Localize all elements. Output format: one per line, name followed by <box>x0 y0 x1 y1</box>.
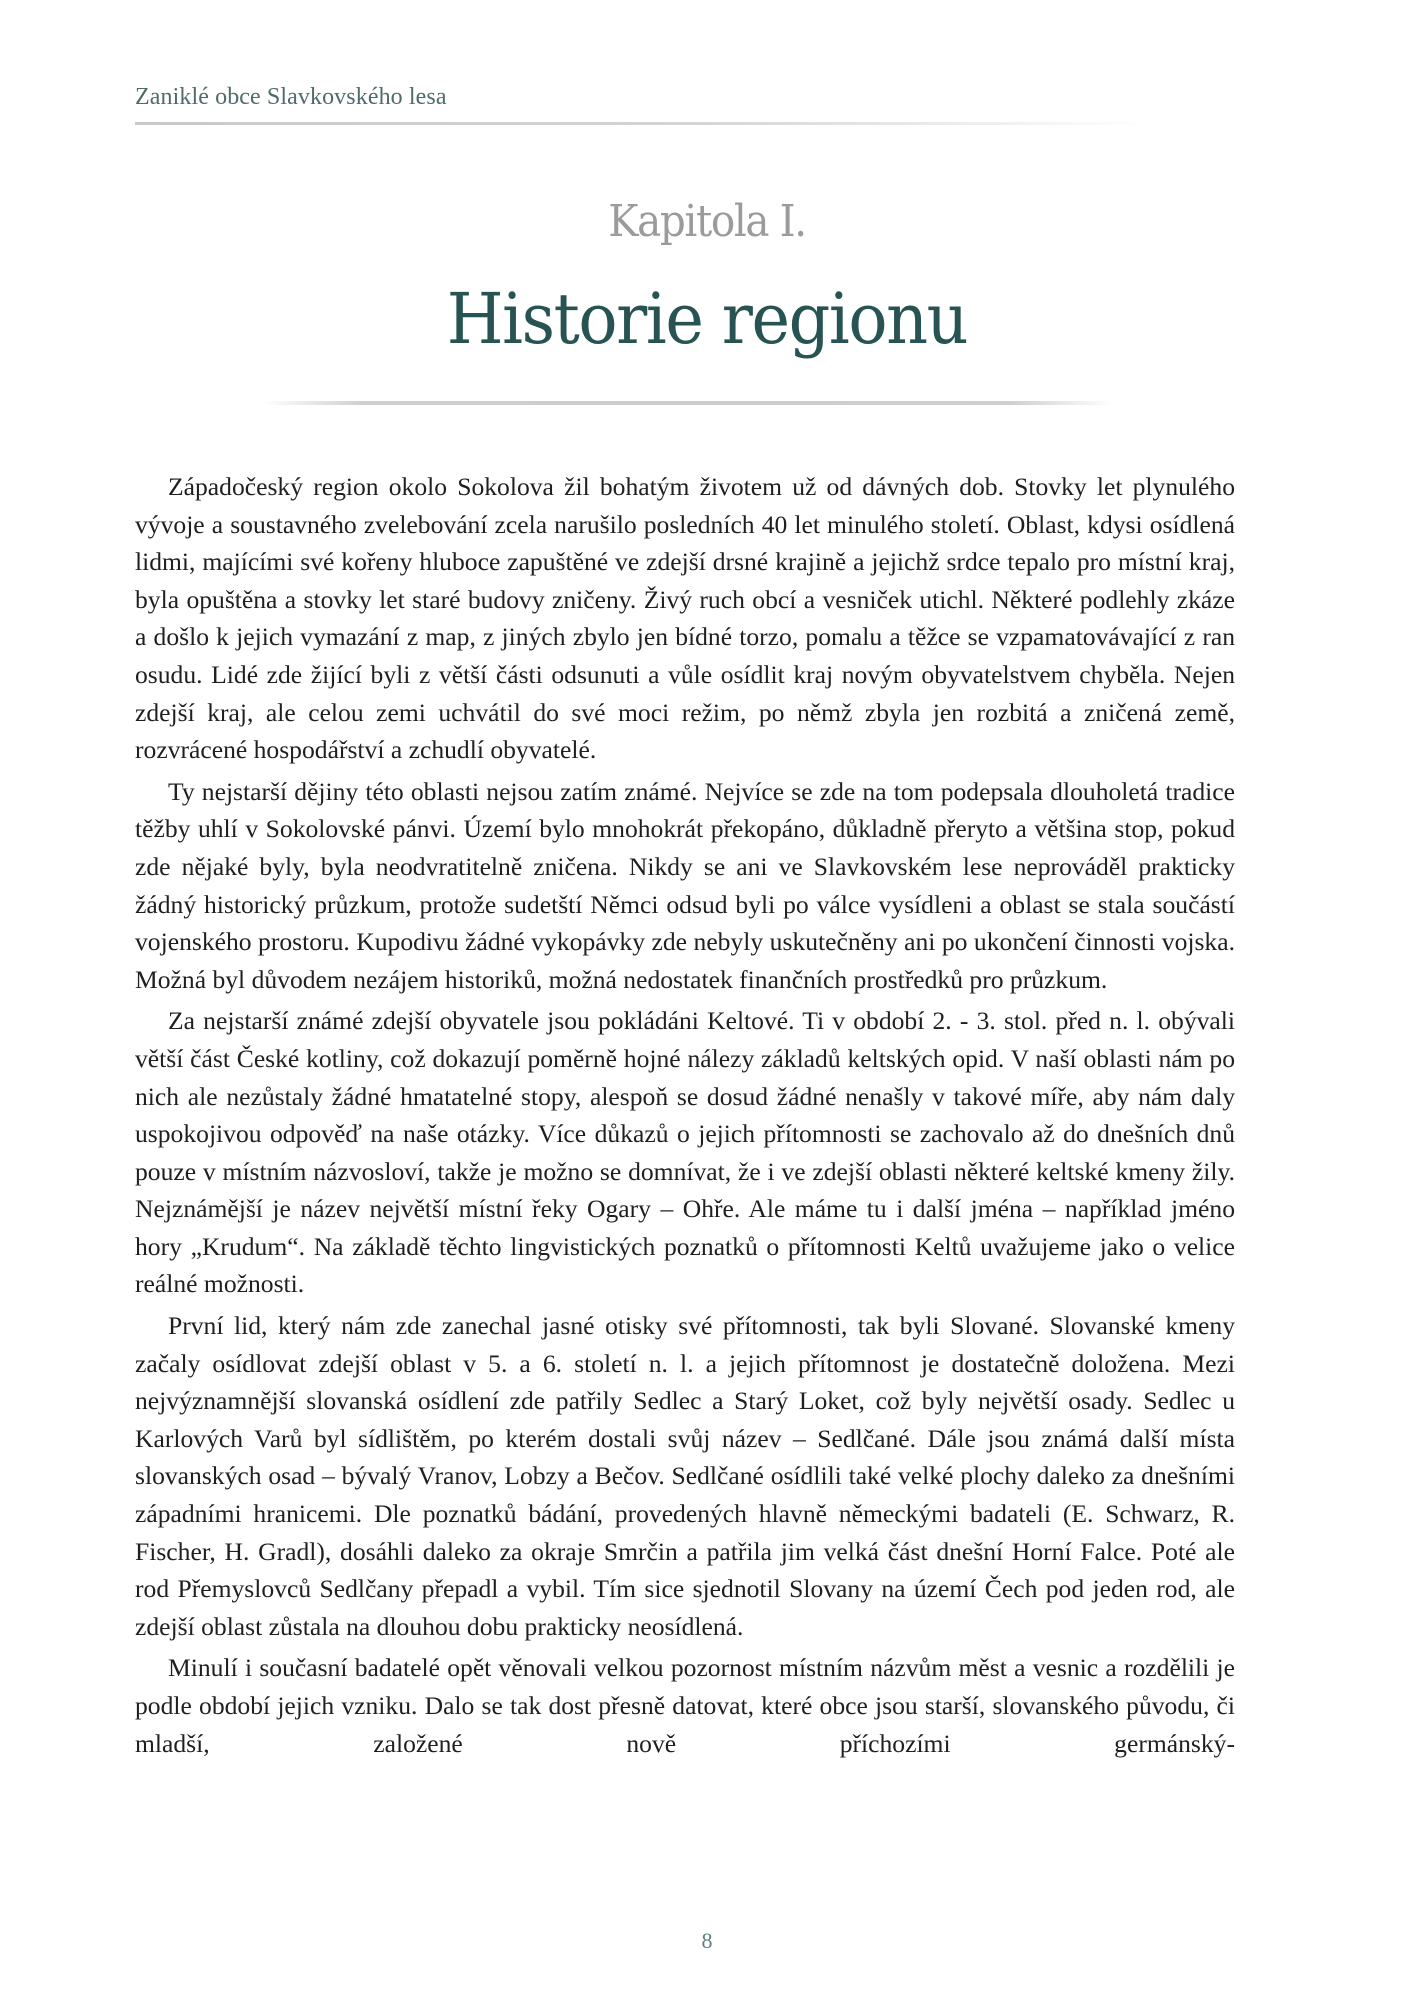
page-number: 8 <box>701 1928 713 1953</box>
header-divider <box>135 122 1150 125</box>
title-divider <box>262 401 1112 405</box>
running-header-title: Zaniklé obce Slavkovského lesa <box>135 84 447 110</box>
paragraph: Západočeský region okolo Sokolova žil bohatým životem už od dávných dob. Stovky let plynulého vývoje a soustavného zvelebování zcela narušilo posledních 40 let minulého století. Oblast, kdysi osídlená lidmi, majícími své kořeny hluboce zapuštěné ve zdejší drsné krajině a jejichž srdce tepalo pro místní kraj, byla opuštěna a stovky let staré budovy zničeny. Živý ruch obcí a vesniček utichl. Některé podlehly zkáze a došlo k jejich vymazání z map, z jiných zbylo jen bídné torzo, pomalu a těžce se vzpamatovávající z ran osudu. Lidé zde žijící byli z větší části odsunuti a vůle osídlit kraj novým obyvatelstvem chyběla. Nejen zdejší kraj, ale celou zemi uchvátil do své moci režim, po němž zbyla jen rozbitá a zničená země, rozvrácené hospodářství a zchudlí obyvatelé. <box>135 472 1235 765</box>
paragraph: Za nejstarší známé zdejší obyvatele jsou pokládáni Keltové. Ti v období 2. - 3. stol. před n. l. obývali větší část České kotliny, což dokazují poměrně hojné nálezy základů keltských opid. V naší oblasti nám po nich ale nezůstaly žádné hmatatelné stopy, alespoň se dosud žádné nenašly v takové míře, aby nám daly uspokojivou odpověď na naše otázky. Více důkazů o jejich přítomnosti se zachovalo až do dnešních dnů pouze v místním názvosloví, takže je možno se domnívat, že i ve zdejší oblasti některé keltské kmeny žily. Nejznámější je název největší místní řeky Ogary – Ohře. Ale máme tu i další jména – například jméno hory „Krudum“. Na základě těchto lingvistických poznatků o přítomnosti Keltů uvažujeme jako o velice reálné možnosti. <box>135 1006 1235 1299</box>
chapter-label: Kapitola I. <box>608 196 806 247</box>
body-text <box>135 468 1235 1766</box>
paragraph: Ty nejstarší dějiny této oblasti nejsou zatím známé. Nejvíce se zde na tom podepsala dlouholetá tradice těžby uhlí v Sokolovské pánvi. Území bylo mnohokrát překopáno, důkladně přeryto a většina stop, pokud zde nějaké byly, byla neodvratitelně zničena. Nikdy se ani ve Slavkovském lese neprováděl prakticky žádný historický průzkum, protože sudetští Němci odsud byli po válce vysídleni a oblast se stala součástí vojenského prostoru. Kupodivu žádné vykopávky zde nebyly uskutečněny ani po ukončení činnosti vojska. Možná byl důvodem nezájem historiků, možná nedostatek finančních prostředků pro průzkum. <box>135 776 1235 994</box>
paragraph: První lid, který nám zde zanechal jasné otisky své přítomnosti, tak byli Slované. Slovanské kmeny začaly osídlovat zdejší oblast v 5. a 6. století n. l. a jejich přítomnost je dostatečně doložena. Mezi nejvýznamnější slovanská osídlení zde patřily Sedlec a Starý Loket, což byly největší osady. Sedlec u Karlových Varů byl sídlištěm, po kterém dostali svůj název – Sedlčané. Dále jsou známá další místa slovanských osad – bývalý Vranov, Lobzy a Bečov. Sedlčané osídlili také velké plochy daleko za dnešními západními hranicemi. Dle poznatků bádání, provedených hlavně německými badateli (E. Schwarz, R. Fischer, H. Gradl), dosáhli daleko za okraje Smrčin a patřila jim velká část dnešní Horní Falce. Poté ale rod Přemyslovců Sedlčany přepadl a vybil. Tím sice sjednotil Slovany na území Čech pod jeden rod, ale zdejší oblast zůstala na dlouhou dobu prakticky neosídlená. <box>135 1311 1235 1641</box>
paragraph: Minulí i současní badatelé opět věnovali velkou pozornost místním názvům měst a vesnic a rozdělili je podle období jejich vzniku. Dalo se tak dost přesně datovat, které obce jsou starší, slovanského původu, či mladší, založené nově příchozími germánský- <box>135 1653 1235 1758</box>
chapter-title: Historie regionu <box>446 278 968 360</box>
